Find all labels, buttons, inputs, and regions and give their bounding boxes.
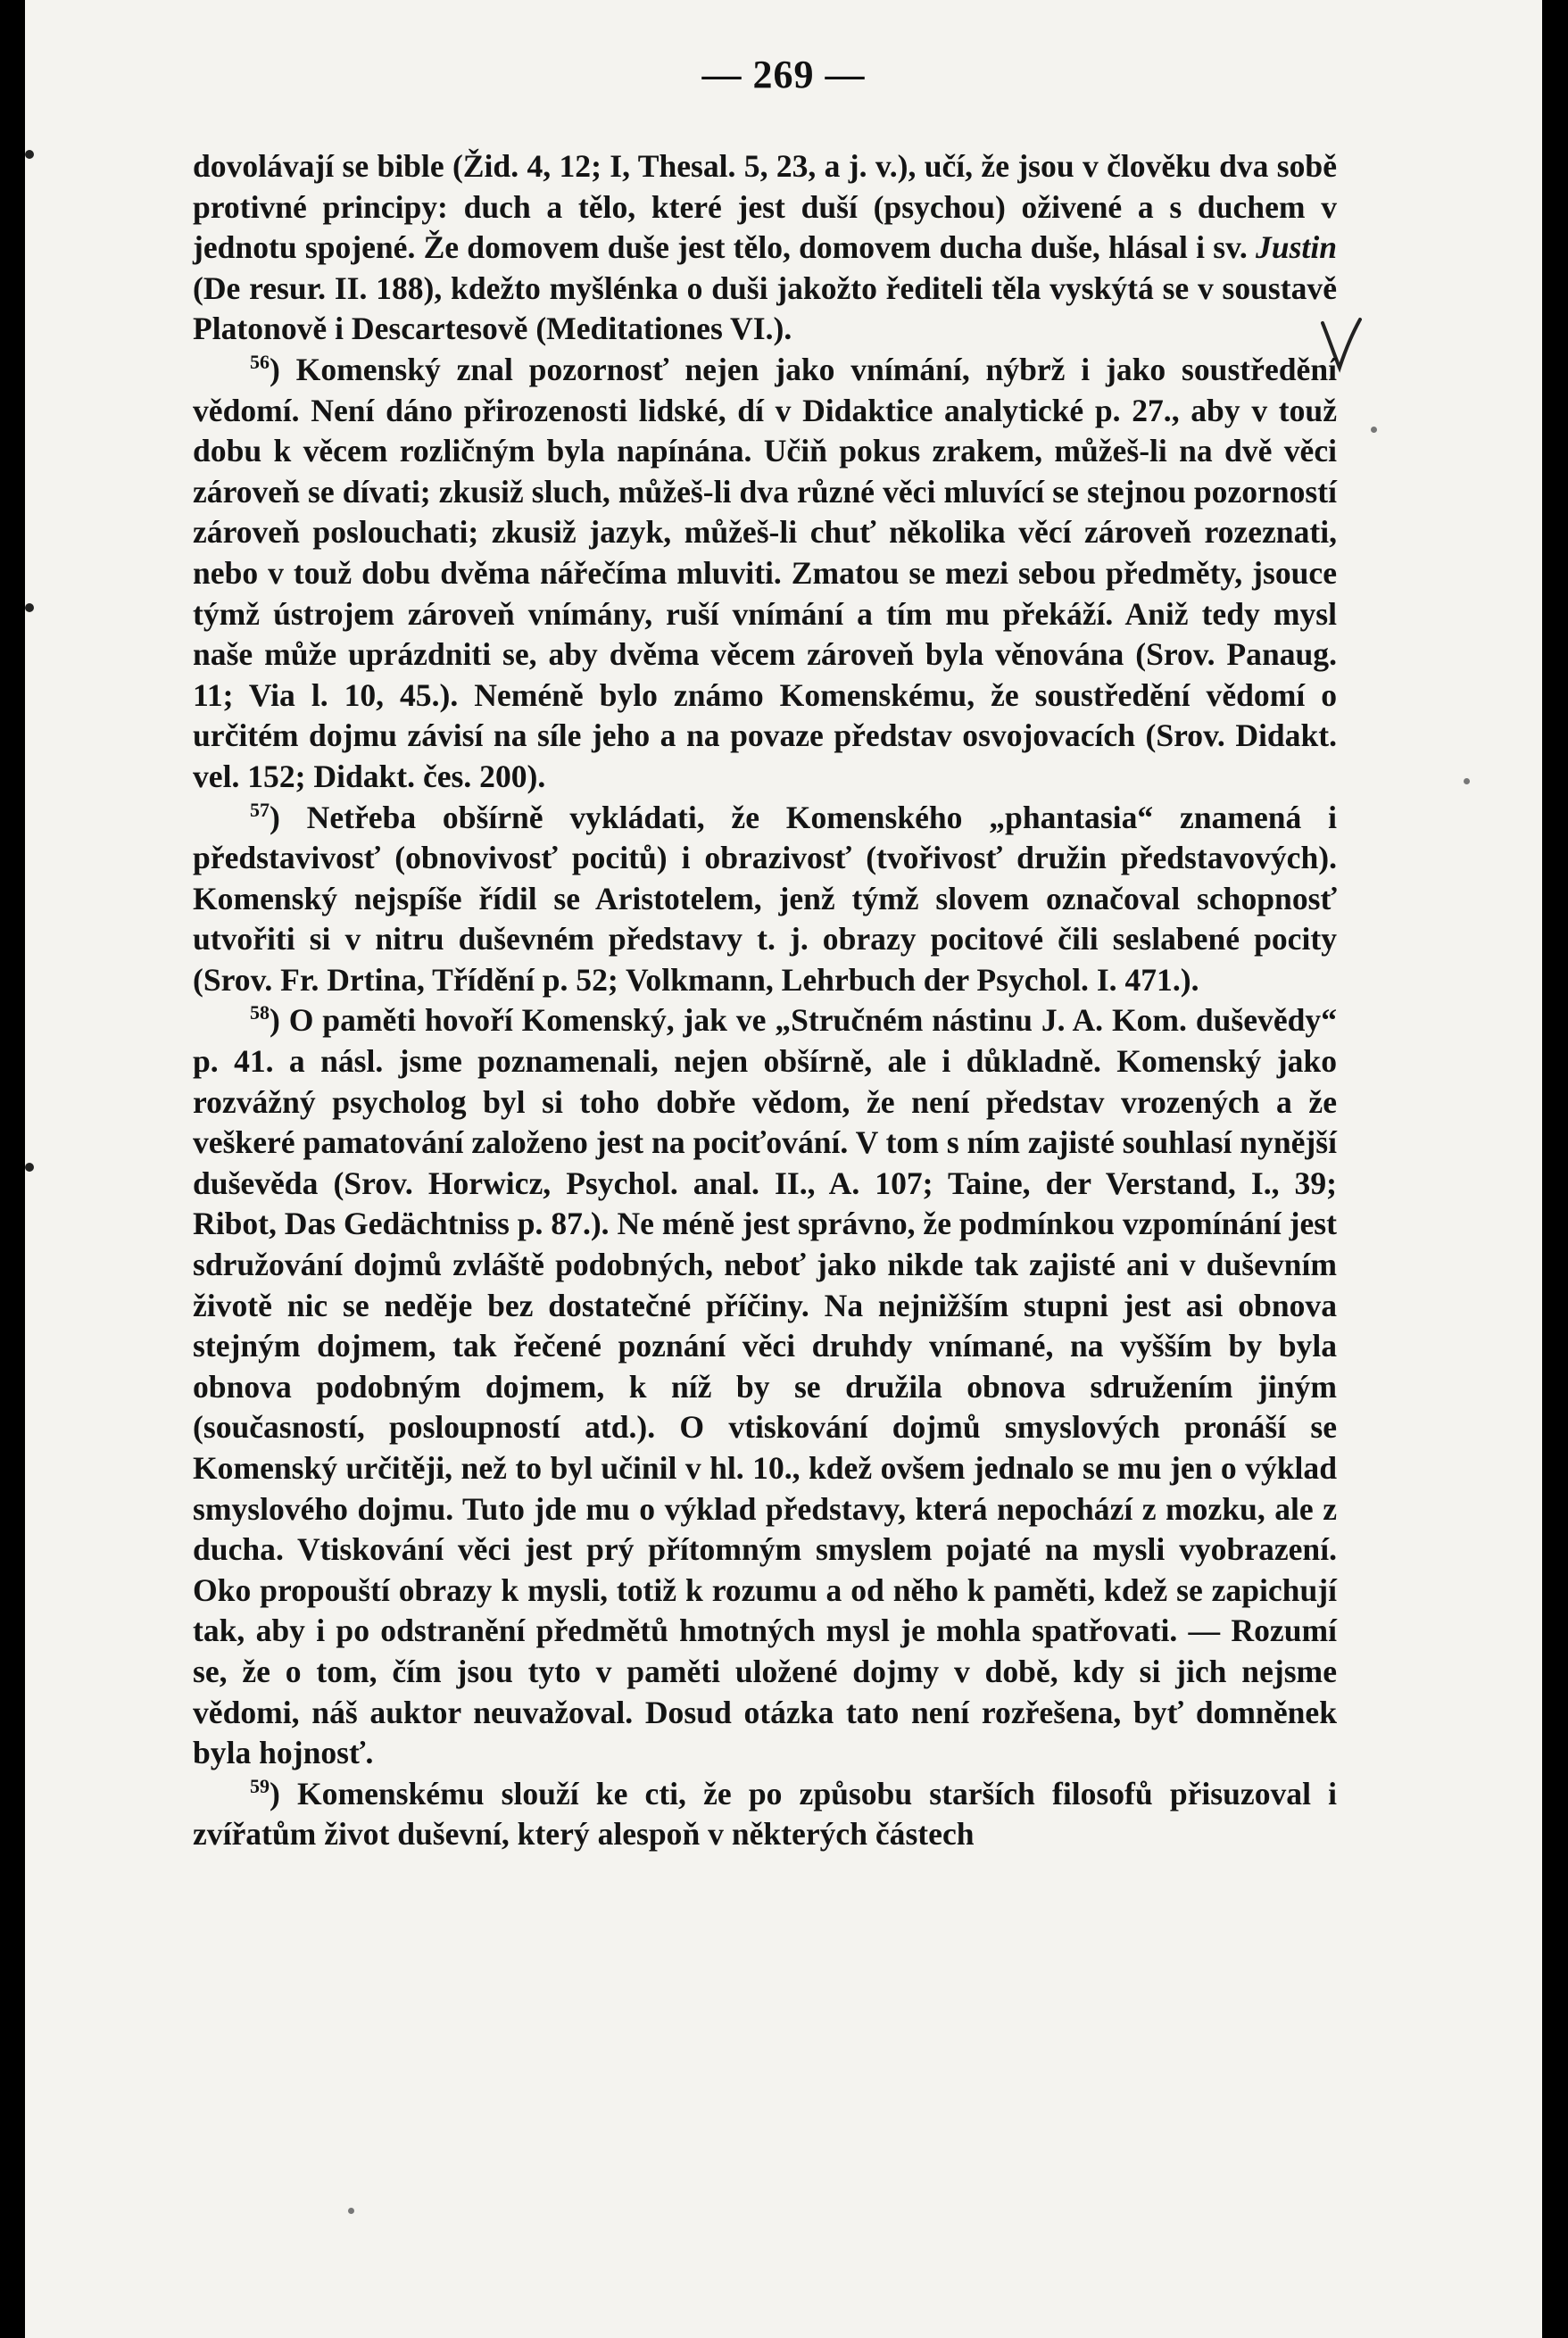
footnote-number: 58 <box>250 1001 270 1024</box>
page-number: — 269 — <box>701 53 866 96</box>
text-segment: ) O paměti hovoří Komenský, jak ve „Stručném nástinu J. A. Kom. duševědy“ p. 41. a násl. jsme poznamenali, nejen obšírně, ale i důkladně. Komenský jako rozvážný psycholog byl si toho dobře vědom, že není představ vrozených a že veškeré pamatování založeno jest na pociťování. V tom s ním zajisté souhlasí nynější duševěda (Srov. Horwicz, Psychol. anal. II., A. 107; Taine, der Verstand, I., 39; Ribot, Das Gedächtniss p. 87.). Ne méně jest správno, že podmínkou vzpomínání jest sdružování dojmů zvláště podobných, neboť jako nikde tak zajisté ani v duševním životě nic se neděje bez dostatečné příčiny. Na nejnižším stupni jest asi obnova stejným dojmem, tak řečené poznání věci druhdy vnímané, na vyšším by byla obnova podobným dojmem, k níž by se družila obnova sdružením jiným (současností, posloupností atd.). O vtiskování dojmů smyslových pronáší se Komenský určitěji, než to byl učinil v hl. 10., kdež ovšem jednalo se mu jen o výklad smyslového dojmu. Tuto jde mu o výklad představy, která nepochází z mozku, ale z ducha. Vtiskování věci jest prý přítomným smyslem pojaté na mysli vyobrazení. Oko propouští obrazy k mysli, totiž k rozumu a od něho k paměti, kdež se zapichují tak, aby i po odstranění předmětů hmotných mysl je mohla spatřovati. — Rozumí se, že o tom, čím jsou tyto v paměti uložené dojmy v době, kdy si jich nejsme vědomi, náš auktor neuvažoval. Dosud otázka tato není rozřešena, byť domněnek byla hojnosť. <box>193 1002 1337 1771</box>
edge-mark <box>25 1163 34 1172</box>
paragraph-continuation <box>193 146 1337 350</box>
edge-mark <box>25 603 34 612</box>
scanned-page <box>25 0 1542 2338</box>
footnote-59 <box>193 1774 1337 1855</box>
footnote-number: 59 <box>250 1774 270 1797</box>
text-segment-italic: Justin <box>1256 229 1337 266</box>
paper-speck <box>1464 778 1470 784</box>
text-body <box>193 146 1337 1855</box>
footnote-57 <box>193 798 1337 1001</box>
text-segment: ) Netřeba obšírně vykládati, že Komenského „phantasia“ znamená i představivosť (obnovivosť pocitů) i obrazivosť (tvořivosť družin představových). Komenský nejspíše řídil se Aristotelem, jenž týmž slovem označoval schopnosť utvořiti si v nitru duševném představy t. j. obrazy pocitové čili seslabené pocity (Srov. Fr. Drtina, Třídění p. 52; Volkmann, Lehrbuch der Psychol. I. 471.). <box>193 799 1337 998</box>
text-segment: (De resur. II. 188), kdežto myšlénka o duši jakožto řediteli těla vyskýtá se v soustavě Platonově i Descartesově (Meditationes VI.). <box>193 269 1337 347</box>
paper-speck <box>1371 427 1377 433</box>
footnote-58 <box>193 1000 1337 1773</box>
text-segment: ) Komenský znal pozornosť nejen jako vnímání, nýbrž i jako soustředění vědomí. Není dáno přirozenosti lidské, dí v Didaktice analytické p. 27., aby v touž dobu k věcem rozličným byla napínána. Učiň pokus zrakem, můžeš-li na dvě věci zároveň se dívati; zkusiž sluch, můžeš-li dva různé věci mluvící se stejnou pozorností zároveň poslouchati; zkusiž jazyk, můžeš-li chuť několika věcí zároveň rozeznati, nebo v touž dobu dvěma nářečíma mluviti. Zmatou se mezi sebou předměty, jsouce týmž ústrojem zároveň vnímány, ruší vnímání a tím mu překáží. Aniž tedy mysl naše může uprázdniti se, aby dvěma věcem zároveň byla věnována (Srov. Panaug. 11; Via l. 10, 45.). Neméně bylo známo Komenskému, že soustředění vědomí o určitém dojmu závisí na síle jeho a na povaze představ osvojovacích (Srov. Didakt. vel. 152; Didakt. čes. 200). <box>193 351 1337 794</box>
edge-mark <box>25 150 34 159</box>
footnote-number: 57 <box>250 798 270 821</box>
footnote-56 <box>193 350 1337 798</box>
paper-speck <box>348 2208 354 2214</box>
footnote-number: 56 <box>250 350 270 373</box>
text-segment: dovolávají se bible (Žid. 4, 12; I, Thesal. 5, 23, a j. v.), učí, že jsou v člověku dva sobě protivné principy: duch a tělo, které jest duší (psychou) oživené a s duchem v jednotu spojené. Že domovem duše jest tělo, domovem ducha duše, hlásal i sv. <box>193 148 1337 266</box>
text-segment: ) Komenskému slouží ke cti, že po způsobu starších filosofů přisuzoval i zvířatům život duševní, který alespoň v některých částech <box>193 1775 1337 1853</box>
